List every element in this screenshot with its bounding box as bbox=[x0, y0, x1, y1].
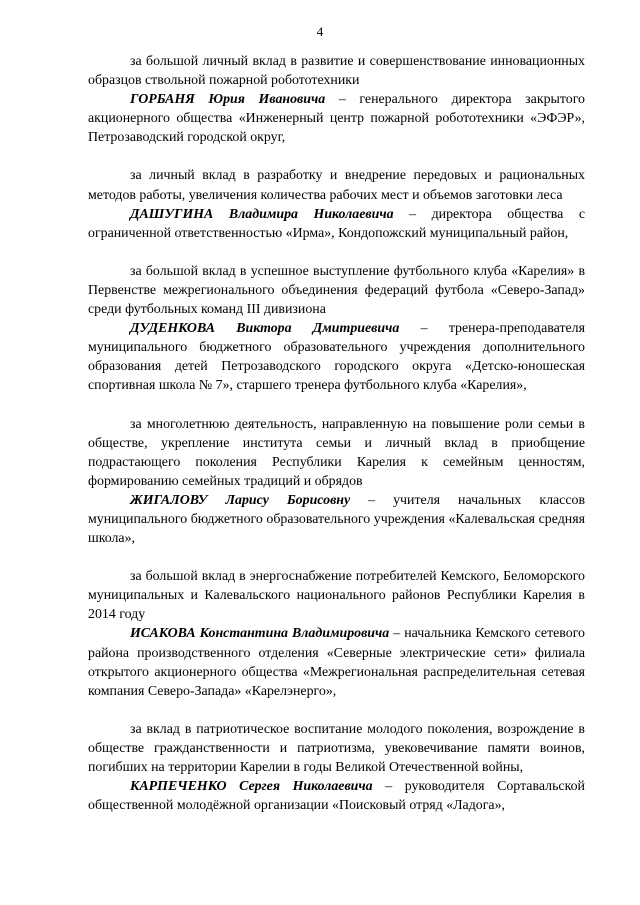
recipient-position: – руководителя Сортавальской общественной молодёжной организации «Поисковый отряд «Ладога», bbox=[88, 779, 585, 814]
page-number: 4 bbox=[316, 24, 324, 39]
award-reason: за большой личный вклад в развитие и совершенствование инновационных образцов ствольной пожарной робототехники bbox=[88, 54, 585, 89]
recipient-name: ИСАКОВА Константина Владимировича bbox=[130, 626, 390, 642]
recipient-position: – начальника Кемского сетевого района производственного отделения «Северные электрические сети» филиала открытого акционерного общества «Межрегиональная распределительная сетевая компания Северо-Запада» «Карелэнерго», bbox=[88, 626, 586, 699]
award-recipient bbox=[88, 319, 585, 395]
award-recipient bbox=[88, 777, 585, 815]
recipient-name: ДУДЕНКОВА Виктора Дмитриевича bbox=[130, 321, 400, 337]
recipient-position: – директора общества с ограниченной ответственностью «Ирма», Кондопожский муниципальный район, bbox=[88, 206, 585, 241]
award-recipient bbox=[88, 491, 585, 548]
award-list bbox=[88, 52, 585, 815]
award-reason: за вклад в патриотическое воспитание молодого поколения, возрождение в обществе гражданственности и патриотизма, увековечивание памяти воинов, погибших на территории Карелии в годы Великой Отечественной войны, bbox=[88, 721, 585, 775]
award-reason: за большой вклад в энергоснабжение потребителей Кемского, Беломорского муниципальных и Калевальского национального районов Республики Карелия в 2014 году bbox=[88, 569, 585, 623]
recipient-position: – тренера-преподавателя муниципального бюджетного образовательного учреждения дополнительного образования детей Петрозаводского городского округа «Детско-юношеская спортивная школа № 7», старшего тренера футбольного клуба «Карелия», bbox=[88, 321, 585, 394]
recipient-name: КАРПЕЧЕНКО Сергея Николаевича bbox=[130, 779, 373, 795]
recipient-name: ДАШУГИНА Владимира Николаевича bbox=[130, 206, 394, 222]
award-recipient bbox=[88, 624, 585, 700]
recipient-position: – генерального директора закрытого акционерного общества «Инженерный центр пожарной робототехники «ЭФЭР», Петрозаводский городской округ, bbox=[88, 92, 585, 146]
recipient-position: – учителя начальных классов муниципального бюджетного образовательного учреждения «Калевальская средняя школа», bbox=[88, 492, 586, 547]
award-reason: за многолетнюю деятельность, направленную на повышение роли семьи в обществе, укрепление института семьи и личный вклад в приобщение подрастающего поколения Республики Карелия к семейным ценностям, формированию семейных традиций и обрядов bbox=[88, 416, 585, 489]
recipient-name: ЖИГАЛОВУ Ларису Борисовну bbox=[130, 492, 351, 508]
award-recipient bbox=[88, 90, 585, 147]
award-reason: за личный вклад в разработку и внедрение передовых и рациональных методов работы, увеличения количества рабочих мест и объемов заготовки леса bbox=[88, 168, 585, 203]
recipient-name: ГОРБАНЯ Юрия Ивановича bbox=[130, 92, 326, 108]
award-recipient bbox=[88, 205, 585, 243]
award-reason: за большой вклад в успешное выступление футбольного клуба «Карелия» в Первенстве межрегионального объединения федераций футбола «Северо-Запад» среди футбольных команд III дивизиона bbox=[88, 263, 585, 318]
